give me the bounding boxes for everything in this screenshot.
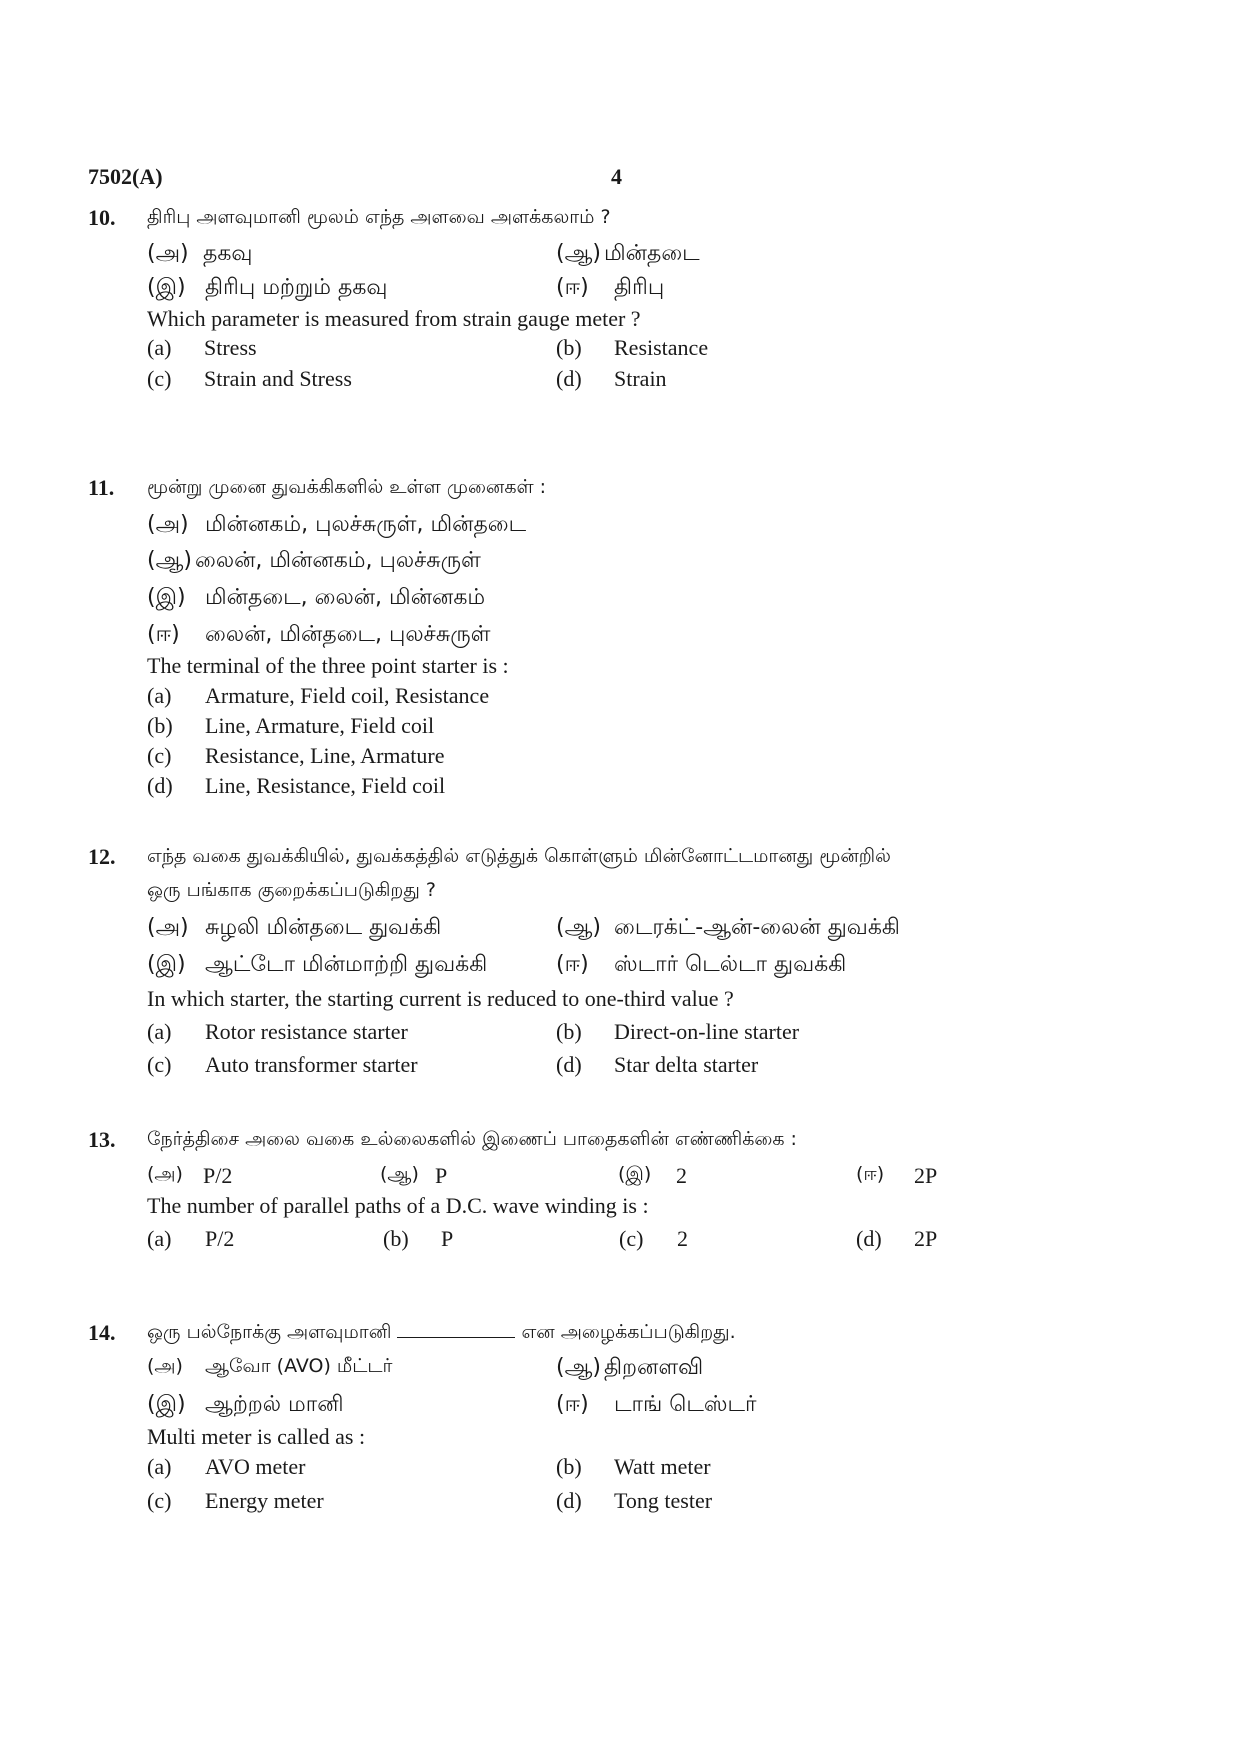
option-label: (ஆ) bbox=[147, 548, 192, 573]
option-label: (a) bbox=[147, 1019, 172, 1044]
fill-in-blank bbox=[397, 1336, 515, 1338]
option-label: (ஈ) bbox=[147, 622, 180, 647]
option-label: (இ) bbox=[147, 585, 186, 610]
option-text: Watt meter bbox=[614, 1454, 711, 1479]
option-label: (d) bbox=[856, 1226, 882, 1251]
option-text: மின்தடை bbox=[604, 241, 700, 266]
option-label: (c) bbox=[147, 1488, 172, 1513]
english-question: The number of parallel paths of a D.C. wave winding is : bbox=[147, 1193, 649, 1218]
option-label: (d) bbox=[556, 366, 582, 391]
tamil-question-line-2: ஒரு பங்காக குறைக்கப்படுகிறது ? bbox=[147, 879, 436, 901]
option-text: Tong tester bbox=[614, 1488, 713, 1513]
option-text: ஸ்டார் டெல்டா துவக்கி bbox=[614, 952, 847, 977]
option-text: Strain and Stress bbox=[204, 366, 352, 391]
option-label: (c) bbox=[147, 366, 172, 391]
option-label: (b) bbox=[383, 1226, 409, 1251]
option-text: ஆற்றல் மானி bbox=[205, 1392, 344, 1417]
option-text: Armature, Field coil, Resistance bbox=[205, 683, 490, 708]
question-number: 10. bbox=[88, 205, 116, 230]
option-text: P bbox=[441, 1226, 454, 1251]
option-label: (ஆ) bbox=[556, 241, 601, 266]
option-text: மின்னகம், புலச்சுருள், மின்தடை bbox=[205, 512, 527, 537]
tamil-question bbox=[147, 1321, 736, 1346]
option-label: (ஆ) bbox=[556, 1355, 601, 1380]
option-label: (a) bbox=[147, 1226, 172, 1251]
option-label: (இ) bbox=[147, 275, 186, 300]
option-text: 2 bbox=[676, 1163, 687, 1188]
option-text: லைன், மின்னகம், புலச்சுருள் bbox=[195, 548, 481, 573]
option-label: (ஈ) bbox=[556, 952, 589, 977]
option-label: (d) bbox=[556, 1052, 582, 1077]
question-number: 11. bbox=[88, 475, 115, 500]
question-number: 13. bbox=[88, 1127, 116, 1152]
option-text: டைரக்ட்-ஆன்-லைன் துவக்கி bbox=[614, 915, 900, 940]
option-label: (a) bbox=[147, 1454, 172, 1479]
option-label: (d) bbox=[556, 1488, 582, 1513]
paper-code: 7502(A) bbox=[88, 164, 163, 189]
option-text: P bbox=[435, 1163, 448, 1188]
option-text: டாங் டெஸ்டர் bbox=[614, 1392, 757, 1417]
option-label: (அ) bbox=[147, 1163, 183, 1185]
option-text: திரிபு bbox=[614, 275, 665, 300]
tamil-question-line-1: எந்த வகை துவக்கியில், துவக்கத்தில் எடுத்துக் கொள்ளும் மின்னோட்டமானது மூன்றில் bbox=[147, 845, 891, 867]
option-label: (ஈ) bbox=[556, 1392, 589, 1417]
question-number: 12. bbox=[88, 844, 116, 869]
option-label: (c) bbox=[147, 743, 172, 768]
option-label: (c) bbox=[147, 1052, 172, 1077]
tamil-question: திரிபு அளவுமானி மூலம் எந்த அளவை அளக்கலாம் ? bbox=[147, 206, 611, 228]
option-label: (a) bbox=[147, 335, 172, 360]
option-text: சுழலி மின்தடை துவக்கி bbox=[205, 915, 442, 940]
english-question: In which starter, the starting current is reduced to one-third value ? bbox=[147, 986, 734, 1011]
option-text: Auto transformer starter bbox=[205, 1052, 418, 1077]
option-label: (ஆ) bbox=[556, 915, 601, 940]
option-text: 2 bbox=[677, 1226, 688, 1251]
option-text: Line, Resistance, Field coil bbox=[205, 773, 446, 798]
option-text: Stress bbox=[204, 335, 257, 360]
option-label: (b) bbox=[556, 1019, 582, 1044]
option-text: Resistance bbox=[614, 335, 709, 360]
option-text: ஆட்டோ மின்மாற்றி துவக்கி bbox=[205, 952, 488, 977]
option-text: திறனளவி bbox=[604, 1355, 704, 1380]
option-label: (ஆ) bbox=[380, 1163, 419, 1185]
page-number: 4 bbox=[611, 164, 622, 189]
option-label: (ஈ) bbox=[556, 275, 589, 300]
option-label: (c) bbox=[619, 1226, 644, 1251]
option-label: (d) bbox=[147, 773, 173, 798]
english-question: The terminal of the three point starter is : bbox=[147, 653, 509, 678]
option-label: (a) bbox=[147, 683, 172, 708]
option-label: (அ) bbox=[147, 915, 189, 940]
tamil-question-before: ஒரு பல்நோக்கு அளவுமானி bbox=[147, 1321, 392, 1343]
option-text: Resistance, Line, Armature bbox=[205, 743, 445, 768]
option-text: 2P bbox=[914, 1163, 938, 1188]
tamil-question: நேர்த்திசை அலை வகை உல்லைகளில் இணைப் பாதைகளின் எண்ணிக்கை : bbox=[147, 1128, 797, 1150]
option-text: லைன், மின்தடை, புலச்சுருள் bbox=[205, 622, 491, 647]
option-text: P/2 bbox=[205, 1226, 235, 1251]
option-text: P/2 bbox=[203, 1163, 233, 1188]
option-label: (b) bbox=[556, 1454, 582, 1479]
option-text: Line, Armature, Field coil bbox=[205, 713, 435, 738]
option-text: AVO meter bbox=[205, 1454, 306, 1479]
option-text: Star delta starter bbox=[614, 1052, 759, 1077]
option-text: Strain bbox=[614, 366, 667, 391]
option-label: (இ) bbox=[618, 1163, 652, 1185]
option-label: (இ) bbox=[147, 952, 186, 977]
tamil-question: மூன்று முனை துவக்கிகளில் உள்ள முனைகள் : bbox=[147, 476, 547, 498]
option-label: (அ) bbox=[147, 1355, 183, 1377]
option-label: (அ) bbox=[147, 512, 189, 537]
option-text: திரிபு மற்றும் தகவு bbox=[205, 275, 388, 300]
question-number: 14. bbox=[88, 1320, 116, 1345]
option-text: 2P bbox=[914, 1226, 938, 1251]
option-label: (b) bbox=[147, 713, 173, 738]
option-text: தகவு bbox=[203, 241, 253, 266]
option-text: ஆவோ (AVO) மீட்டர் bbox=[205, 1355, 393, 1377]
option-label: (b) bbox=[556, 335, 582, 360]
option-text: Energy meter bbox=[205, 1488, 324, 1513]
option-label: (இ) bbox=[147, 1392, 186, 1417]
option-label: (அ) bbox=[147, 241, 189, 266]
option-text: Direct-on-line starter bbox=[614, 1019, 800, 1044]
option-text: மின்தடை, லைன், மின்னகம் bbox=[205, 585, 486, 610]
option-text: Rotor resistance starter bbox=[205, 1019, 408, 1044]
english-question: Multi meter is called as : bbox=[147, 1424, 366, 1449]
option-label: (ஈ) bbox=[856, 1163, 885, 1185]
tamil-question-after: என அழைக்கப்படுகிறது. bbox=[521, 1321, 736, 1343]
english-question: Which parameter is measured from strain gauge meter ? bbox=[147, 306, 641, 331]
